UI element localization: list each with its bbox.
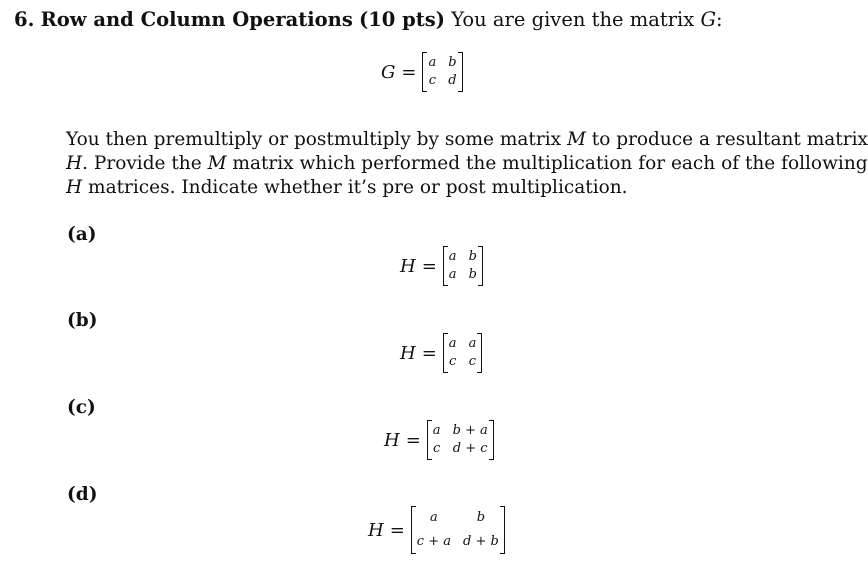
matrix-cell: c + a (416, 534, 451, 549)
matrix-cell: a (428, 55, 437, 70)
g-matrix (422, 52, 462, 92)
h-matrix-b (443, 333, 483, 373)
h-equals: = (389, 519, 405, 541)
intro-paragraph (66, 128, 868, 200)
problem-points: (10 pts) (359, 8, 446, 31)
matrix-cell: b (468, 249, 477, 264)
part-b-equation (400, 333, 482, 373)
h-matrix-d (411, 506, 505, 554)
matrix-cell: c (449, 354, 457, 369)
h-equals: = (405, 429, 421, 451)
intro-var: M (207, 153, 227, 174)
matrix-cell: d + c (452, 441, 488, 456)
matrix-cell: b + a (452, 423, 488, 438)
matrix-cell: c (428, 73, 436, 88)
intro-text: matrix which performed the multiplication for each of the following (226, 153, 868, 174)
intro-text: to produce a resultant matrix (585, 129, 868, 150)
matrix-cell: b (476, 510, 486, 525)
matrix-cell: a (448, 336, 457, 351)
intro-var: M (566, 129, 586, 150)
intro-line-2 (66, 152, 868, 176)
given-var: G (700, 8, 717, 31)
matrix-cell: d + b (463, 534, 499, 549)
part-d-equation (368, 506, 505, 554)
part-a-label: (a) (67, 224, 97, 245)
intro-text: You then premultiply or postmultiply by some matrix (66, 129, 567, 150)
matrix-cell: d (448, 73, 457, 88)
matrix-cell: b (448, 55, 457, 70)
part-b-label: (b) (67, 310, 98, 331)
matrix-cell: a (430, 510, 438, 525)
h-matrix-a (443, 246, 483, 286)
matrix-cell: a (448, 249, 457, 264)
problem-header (14, 7, 723, 33)
h-lhs: H (384, 429, 400, 451)
intro-line-1 (66, 128, 868, 152)
matrix-cell: a (448, 267, 457, 282)
g-equals: = (401, 61, 417, 83)
h-lhs: H (368, 519, 384, 541)
part-c-equation (384, 420, 494, 460)
part-c-label: (c) (67, 397, 96, 418)
problem-title: Row and Column Operations (40, 8, 353, 31)
matrix-cell: a (468, 336, 477, 351)
problem-number: 6. (14, 8, 35, 31)
h-lhs: H (400, 342, 416, 364)
part-a-equation (400, 246, 483, 286)
intro-text: matrices. Indicate whether it’s pre or post multiplication. (82, 177, 628, 198)
g-matrix-equation (381, 52, 463, 92)
h-lhs: H (400, 255, 416, 277)
given-colon: : (716, 8, 723, 31)
h-equals: = (421, 342, 437, 364)
intro-var: H (66, 153, 83, 174)
g-lhs: G (381, 61, 396, 83)
intro-var: H (66, 177, 83, 198)
h-equals: = (421, 255, 437, 277)
h-matrix-c (427, 420, 494, 460)
matrix-cell: c (468, 354, 477, 369)
matrix-cell: c (433, 441, 441, 456)
intro-line-3 (66, 176, 806, 200)
matrix-cell: b (468, 267, 477, 282)
part-d-label: (d) (67, 484, 98, 505)
given-text: You are given the matrix (451, 8, 695, 31)
intro-text: . Provide the (82, 153, 208, 174)
matrix-cell: a (432, 423, 441, 438)
